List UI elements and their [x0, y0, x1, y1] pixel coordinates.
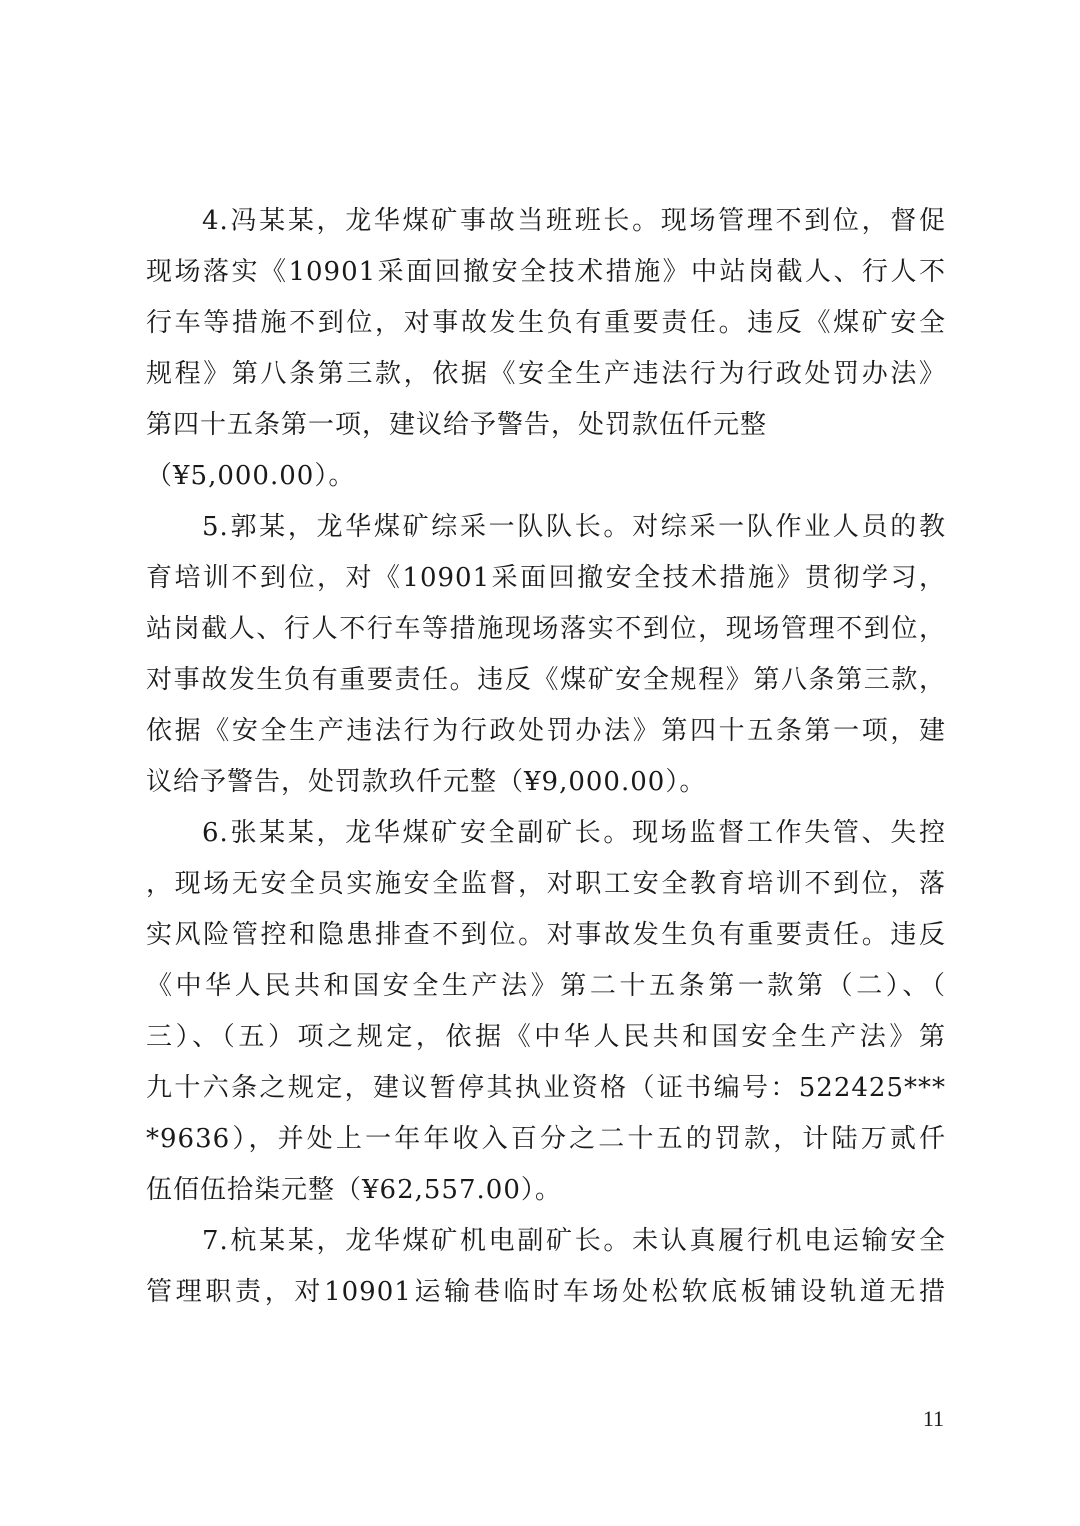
text-line: 议给予警告，处罚款玖仟元整（¥9,000.00）。: [146, 767, 707, 797]
document-body: [146, 196, 946, 1318]
text-line: 规程》第八条第三款，依据《安全生产违法行为行政处罚办法》: [146, 359, 946, 389]
text-line: 5.郭某，龙华煤矿综采一队队长。对综采一队作业人员的教: [202, 512, 946, 542]
text-line: 实风险管控和隐患排查不到位。对事故发生负有重要责任。违反: [146, 920, 946, 950]
text-line: 三）、（五）项之规定，依据《中华人民共和国安全生产法》第: [146, 1022, 946, 1052]
text-line: *9636），并处上一年年收入百分之二十五的罚款，计陆万贰仟: [146, 1124, 946, 1154]
text-line: 第四十五条第一项，建议给予警告，处罚款伍仟元整: [146, 410, 768, 440]
text-line: 《中华人民共和国安全生产法》第二十五条第一款第（二）、（: [146, 971, 946, 1001]
text-line: 管理职责，对10901运输巷临时车场处松软底板铺设轨道无措: [146, 1277, 946, 1307]
text-line: 对事故发生负有重要责任。违反《煤矿安全规程》第八条第三款，: [146, 665, 946, 695]
text-line: ，现场无安全员实施安全监督，对职工安全教育培训不到位，落: [146, 869, 946, 899]
paragraph-item-4: [146, 196, 946, 502]
text-line: 现场落实《10901采面回撤安全技术措施》中站岗截人、行人不: [146, 257, 946, 287]
text-line: 九十六条之规定，建议暂停其执业资格（证书编号：522425***: [146, 1073, 946, 1103]
paragraph-item-5: [146, 502, 946, 808]
text-line: 7.杭某某，龙华煤矿机电副矿长。未认真履行机电运输安全: [202, 1226, 946, 1256]
paragraph-item-6: [146, 808, 946, 1216]
text-line: 伍佰伍拾柒元整（¥62,557.00）。: [146, 1175, 562, 1205]
text-line: 4.冯某某，龙华煤矿事故当班班长。现场管理不到位，督促: [202, 206, 946, 236]
text-line: （¥5,000.00）。: [146, 461, 356, 491]
page-number: 11: [922, 1406, 944, 1431]
text-line: 依据《安全生产违法行为行政处罚办法》第四十五条第一项，建: [146, 716, 946, 746]
paragraph-item-7: [146, 1216, 946, 1318]
text-line: 站岗截人、行人不行车等措施现场落实不到位，现场管理不到位，: [146, 614, 946, 644]
text-line: 6.张某某，龙华煤矿安全副矿长。现场监督工作失管、失控: [202, 818, 946, 848]
text-line: 行车等措施不到位，对事故发生负有重要责任。违反《煤矿安全: [146, 308, 946, 338]
text-line: 育培训不到位，对《10901采面回撤安全技术措施》贯彻学习，: [146, 563, 946, 593]
